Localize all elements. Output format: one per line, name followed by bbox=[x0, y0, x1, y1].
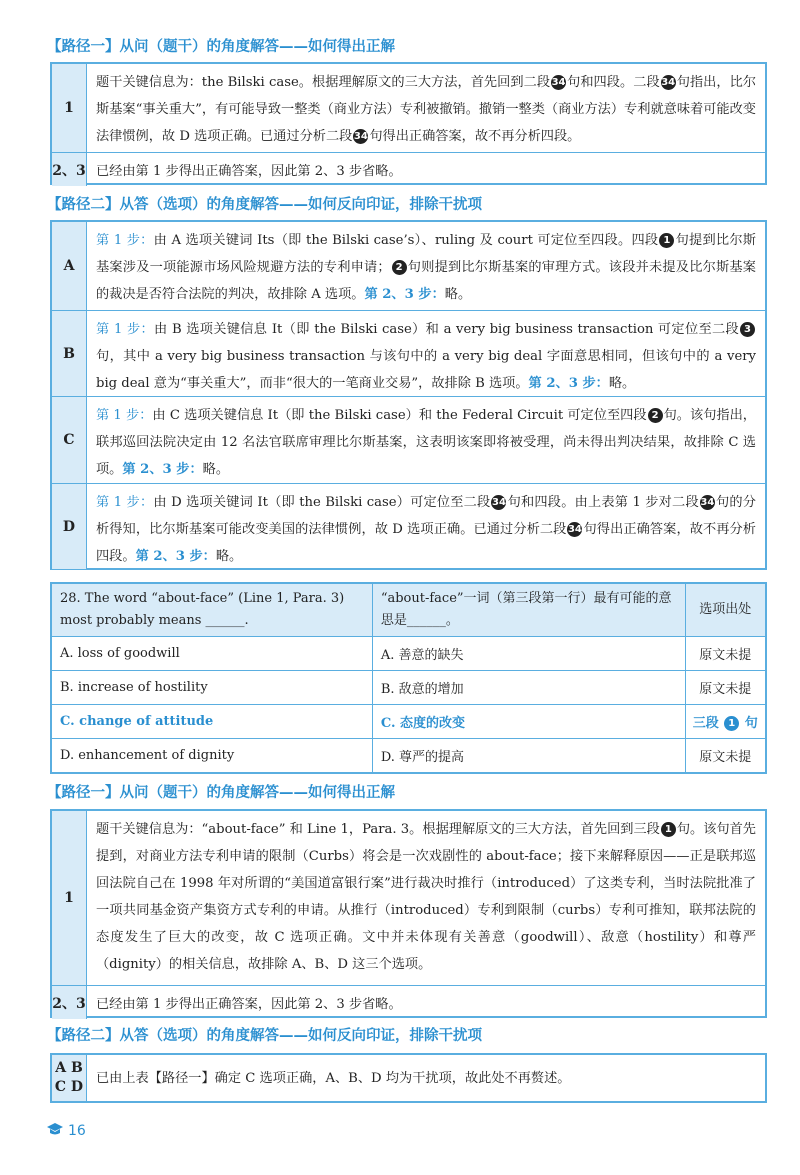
step-text: 题干关键信息为：“about-face” 和 Line 1，Para. 3。根据理解原文的三大方法，首先回到三段 1 句。该句首先提到，对商业方法专利申请的限制（Curbs）将会是一次戏剧性的 about-face；接下来解释原因——正是联邦巡回法院自己在 1998 年对所谓的“美国道富银行案”进行裁决时推行（introduced）了这类专利，当时法院批准了一项共同基金资产集资方式专利的申请。从推行（introduced）专利到限制（curbs）专利可推知，联邦法院的态度发生了巨大的改变，故 C 选项正确。文中并未体现有关善意（goodwill）、敌意（hostility）和尊严（dignity）的相关信息，故排除 A、B、D 这三个选项。 bbox=[96, 822, 756, 972]
sentence-number-icon: 1 bbox=[661, 822, 676, 837]
option-row bbox=[51, 739, 766, 774]
path2-heading: 【路径二】从答（选项）的角度解答——如何反向印证，排除干扰项 bbox=[47, 197, 482, 213]
option-label: D bbox=[52, 484, 87, 569]
step-text: 已经由第 1 步得出正确答案，因此第 2、3 步省略。 bbox=[96, 164, 402, 179]
question-chinese: “about-face”一词（第三段第一行）最有可能的意思是______。 bbox=[372, 583, 685, 637]
sentence-number-icon: 34 bbox=[700, 497, 715, 508]
step-text: 题干关键信息为：the Bilski case。根据理解原文的三大方法，首先回到二段 34 句和四段。二段 34 句指出，比尔斯基案“事关重大”，有可能导致一整类（商业方法）专利被撤销。撤销一整类（商业方法）专利就意味着可能改变法律惯例，故 D 选项正确。已通过分析二段 34 句得出正确答案，故不再分析四段。 bbox=[96, 75, 757, 144]
step-row bbox=[52, 64, 765, 152]
option-row bbox=[52, 483, 765, 569]
option-chinese: D. 尊严的提高 bbox=[372, 739, 685, 774]
path2-heading: 【路径二】从答（选项）的角度解答——如何反向印证，排除干扰项 bbox=[47, 1028, 482, 1044]
step-text: 已经由第 1 步得出正确答案，因此第 2、3 步省略。 bbox=[96, 997, 402, 1012]
sentence-number-icon: 2 bbox=[392, 260, 407, 275]
sentence-number-icon: 3 bbox=[740, 322, 755, 337]
path1-table bbox=[50, 809, 767, 1018]
path2-table bbox=[50, 220, 767, 570]
question-table bbox=[50, 582, 767, 774]
option-analysis: 第 1 步：由 A 选项关键词 Its（即 the Bilski case’s）、ruling 及 court 可定位至四段。四段 1 句提到比尔斯基案涉及一项能源市场风险规避方法的专利申请； 2 句则提到比尔斯基案的审理方式。该段并未提及比尔斯基案的裁决是否符合法院的判决，故排除 A 选项。第 2、3 步：略。 bbox=[96, 233, 756, 302]
option-label: B bbox=[52, 311, 87, 396]
option-analysis: 第 1 步：由 C 选项关键信息 It（即 the Bilski case）和 the Federal Circuit 可定位至四段 2 句。该句指出，联邦巡回法院决定由 12 名法官联席审理比尔斯基案，这表明该案即将被受理，尚未得出判决结果，故排除 C 选项。第 2、3 步：略。 bbox=[96, 408, 756, 477]
option-row bbox=[52, 396, 765, 483]
option-row bbox=[52, 310, 765, 396]
step-row bbox=[52, 985, 765, 1019]
step-label: 1 bbox=[52, 64, 87, 152]
option-english: C. change of attitude bbox=[51, 705, 372, 739]
step-row bbox=[52, 152, 765, 186]
option-english: A. loss of goodwill bbox=[51, 637, 372, 671]
page-number: 16 bbox=[68, 1123, 86, 1139]
sentence-number-icon: 34 bbox=[661, 77, 676, 88]
option-label: C bbox=[52, 397, 87, 483]
option-row bbox=[51, 637, 766, 671]
option-row bbox=[52, 222, 765, 310]
sentence-number-icon: 1 bbox=[659, 233, 674, 248]
sentence-number-icon: 34 bbox=[551, 77, 566, 88]
option-analysis: 第 1 步：由 D 选项关键词 It（即 the Bilski case）可定位至二段 34 句和四段。由上表第 1 步对二段 34 句的分析得知，比尔斯基案可能改变美国的法律惯例，故 D 选项正确。已通过分析二段 34 句得出正确答案，故不再分析四段。第 2、3 步：略。 bbox=[96, 495, 756, 564]
path1-heading: 【路径一】从问（题干）的角度解答——如何得出正解 bbox=[47, 39, 395, 55]
sentence-number-icon: 1 bbox=[724, 716, 739, 731]
step-label: 1 bbox=[52, 811, 87, 985]
step-label: 2、3 bbox=[52, 986, 87, 1019]
sentence-number-icon: 34 bbox=[567, 524, 582, 535]
step-row bbox=[52, 811, 765, 985]
page-footer bbox=[46, 1122, 86, 1140]
option-english: D. enhancement of dignity bbox=[51, 739, 372, 774]
path2-table bbox=[50, 1053, 767, 1103]
option-source: 三段 1 句 bbox=[685, 705, 766, 739]
option-analysis: 第 1 步：由 B 选项关键信息 It（即 the Bilski case）和 a very big business transaction 可定位至二段 3句，其中 a very big business transaction 与该句中的 a very big deal 字面意思相同，但该句中的 a very big deal 意为“事关重大”，而非“很大的一笔商业交易”，故排除 B 选项。第 2、3 步：略。 bbox=[96, 322, 756, 391]
option-chinese: B. 敌意的增加 bbox=[372, 671, 685, 705]
option-source: 原文未提 bbox=[685, 739, 766, 774]
sentence-number-icon: 34 bbox=[353, 131, 368, 142]
sentence-number-icon: 34 bbox=[491, 497, 506, 508]
graduation-cap-icon bbox=[46, 1122, 64, 1140]
step-label: 2、3 bbox=[52, 153, 87, 186]
correct-option-row bbox=[51, 705, 766, 739]
question-header-row bbox=[51, 583, 766, 637]
source-header: 选项出处 bbox=[685, 583, 766, 637]
question-english: 28. The word “about-face” (Line 1, Para. 3) most probably means ______. bbox=[51, 583, 372, 637]
option-row bbox=[51, 671, 766, 705]
option-analysis: 已由上表【路径一】确定 C 选项正确，A、B、D 均为干扰项，故此处不再赘述。 bbox=[96, 1070, 571, 1086]
option-english: B. increase of hostility bbox=[51, 671, 372, 705]
option-label: A B C D bbox=[52, 1055, 87, 1101]
sentence-number-icon: 2 bbox=[648, 408, 663, 423]
path1-heading: 【路径一】从问（题干）的角度解答——如何得出正解 bbox=[47, 785, 395, 801]
option-source: 原文未提 bbox=[685, 671, 766, 705]
option-row bbox=[52, 1055, 765, 1101]
option-chinese: A. 善意的缺失 bbox=[372, 637, 685, 671]
option-chinese: C. 态度的改变 bbox=[372, 705, 685, 739]
path1-table bbox=[50, 62, 767, 185]
option-source: 原文未提 bbox=[685, 637, 766, 671]
option-label: A bbox=[52, 222, 87, 310]
